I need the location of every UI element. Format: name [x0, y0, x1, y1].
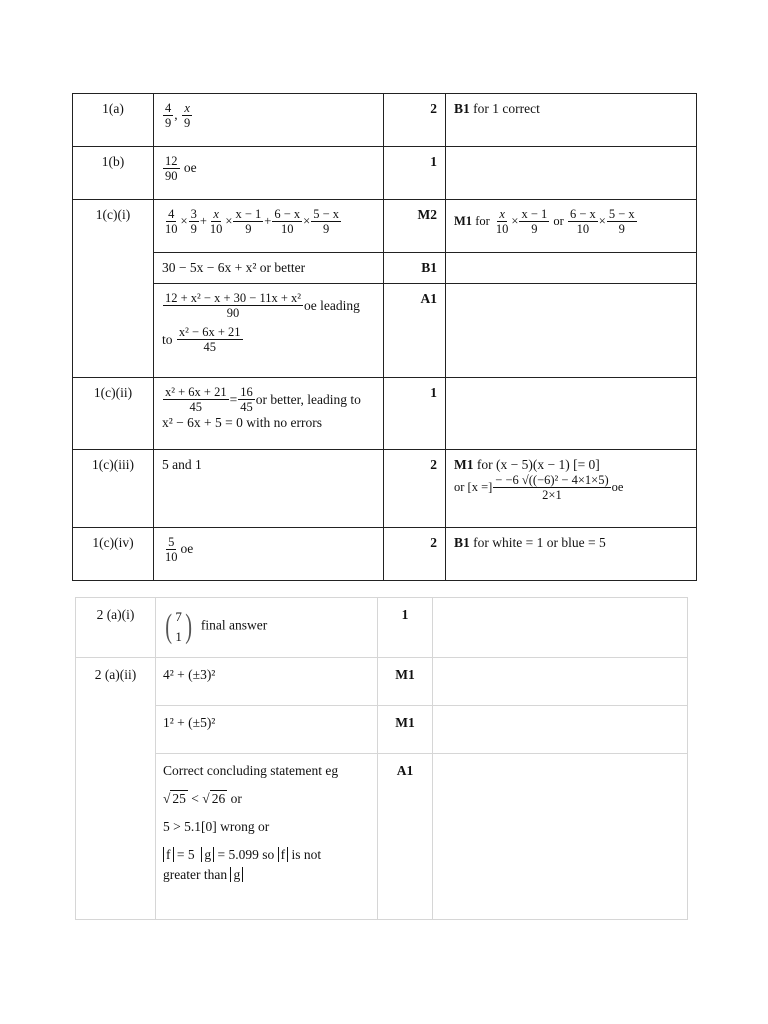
guidance-cell: [433, 598, 688, 658]
answer-cell: ( 7 1 ) final answer: [156, 598, 378, 658]
table-row: [73, 94, 697, 147]
table-row: [76, 754, 688, 920]
answer-cell: 5 and 1: [154, 450, 384, 528]
mark-scheme-table-2: [75, 597, 688, 920]
marks-cell: M2: [384, 200, 446, 253]
marks-cell: 2: [384, 528, 446, 581]
guidance-cell: [446, 284, 697, 378]
marks-cell: 1: [378, 598, 433, 658]
marks-cell: M1: [378, 658, 433, 706]
marks-cell: B1: [384, 253, 446, 284]
answer-cell: $\frac{\text{12 + x² − x + 30 − 11x + x²}}{90}$ oe leading to $\frac{\text{x² − 6x + 21}}{45}$: [154, 284, 384, 378]
column-vector: ( 7 1 ): [165, 607, 192, 645]
table-row: [73, 200, 697, 253]
marks-cell: 1: [384, 378, 446, 450]
marks-cell: A1: [384, 284, 446, 378]
guidance-cell: B1 for 1 correct: [446, 94, 697, 147]
table-row: [73, 450, 697, 528]
marks-cell: M1: [378, 706, 433, 754]
guidance-cell: [446, 378, 697, 450]
table-row: [76, 658, 688, 706]
table-row: [73, 253, 697, 284]
answer-cell: $\frac{4}{10}$ × $\frac{3}{9}$ + $\frac{x}{10}$ × $\frac{x - 1}{9}$ + $\frac{6 - x}{10}$ × $\frac{5 - x}{9}$: [154, 200, 384, 253]
guidance-cell: B1 for white = 1 or blue = 5: [446, 528, 697, 581]
answer-cell: Correct concluding statement eg √ 25 < √ 26 or 5 > 5.1[0] wrong or f = 5 g = 5.099 so f is not greater than g: [156, 754, 378, 920]
question-ref: 2 (a)(ii): [76, 658, 156, 920]
answer-cell: 1² + (±5)²: [156, 706, 378, 754]
question-ref: 1(a): [73, 94, 154, 147]
guidance-cell: M1 for (x − 5)(x − 1) [= 0] or [x =] $\frac{\text{− −6 √((−6)² − 4×1×5)}}{2\times 1}$ oe: [446, 450, 697, 528]
guidance-cell: M1 for $\frac{x}{10}$ × $\frac{x - 1}{9}$ or $\frac{6 - x}{10}$ × $\frac{5 - x}{9}$: [446, 200, 697, 253]
marks-cell: 2: [384, 450, 446, 528]
mark-scheme-table-1: [72, 93, 697, 581]
marks-cell: A1: [378, 754, 433, 920]
table-row: [73, 528, 697, 581]
answer-cell: $\frac{\text{x² + 6x + 21}}{45}$ = $\frac{16}{45}$ or better, leading to x² − 6x + 5 = 0 with no errors: [154, 378, 384, 450]
question-ref: 1(c)(ii): [73, 378, 154, 450]
question-ref: 1(c)(iv): [73, 528, 154, 581]
fraction: $\frac{4}{9}$: [165, 101, 172, 131]
table-row: [73, 147, 697, 200]
answer-cell: $\frac{4}{9}$ , $\frac{x}{9}$: [154, 94, 384, 147]
answer-cell: $\frac{12}{90}$ oe: [154, 147, 384, 200]
fraction: $\frac{x}{9}$: [184, 101, 191, 131]
table-row: [76, 706, 688, 754]
fraction: $\frac{12}{90}$: [165, 154, 178, 184]
table-row: [76, 598, 688, 658]
guidance-cell: [446, 253, 697, 284]
answer-cell: $\frac{5}{10}$ oe: [154, 528, 384, 581]
table-row: [73, 378, 697, 450]
question-ref: 2 (a)(i): [76, 598, 156, 658]
answer-cell: 4² + (±3)²: [156, 658, 378, 706]
question-ref: 1(c)(i): [73, 200, 154, 378]
guidance-cell: [446, 147, 697, 200]
guidance-cell: [433, 706, 688, 754]
question-ref: 1(c)(iii): [73, 450, 154, 528]
marks-cell: 1: [384, 147, 446, 200]
table-row: [73, 284, 697, 378]
marks-cell: 2: [384, 94, 446, 147]
question-ref: 1(b): [73, 147, 154, 200]
guidance-cell: [433, 658, 688, 706]
answer-cell: 30 − 5x − 6x + x² or better: [154, 253, 384, 284]
guidance-cell: [433, 754, 688, 920]
